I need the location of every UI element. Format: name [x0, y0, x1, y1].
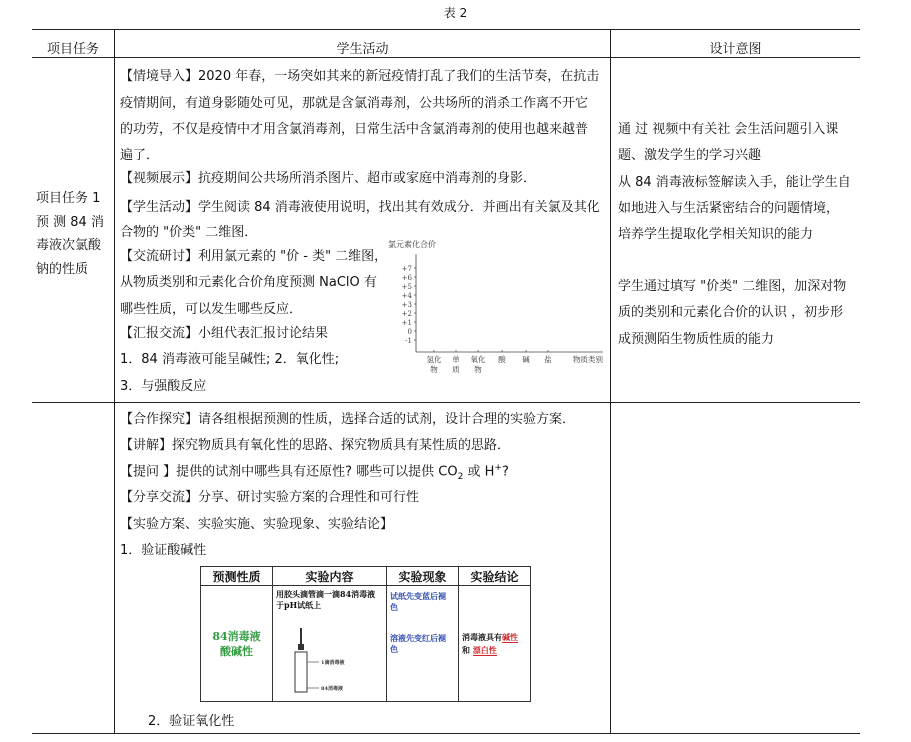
exp-conclusion [462, 631, 527, 657]
concl-and: 和 [462, 644, 470, 655]
activity-line: 遍了． [120, 148, 160, 163]
activity-line: 1．84 消毒液可能呈碱性; 2．氧化性; [120, 352, 340, 367]
question-tail: 或 H [463, 464, 495, 480]
activity-line: 【合作探究】请各组根据预测的性质，选择合适的试剂，设计合理的实验方案． [120, 412, 576, 427]
concl-part: 消毒液具有 [462, 631, 502, 642]
chart-xtick-label-cont: 物 [474, 365, 482, 374]
header-task: 项目任务 [46, 42, 99, 57]
chart-ytick-label: +2 [401, 310, 412, 318]
chart-ytick-label: +1 [401, 319, 412, 327]
intent-line: 培养学生提取化学相关知识的能力 [618, 227, 814, 242]
header-activity: 学生活动 [336, 42, 389, 57]
chart-xtick-label: 氧化 [470, 355, 486, 364]
activity-line: 【学生活动】学生阅读 84 消毒液使用说明，找出其有效成分．并画出有关氯及其化 [120, 200, 600, 215]
exp-header: 实验内容 [273, 567, 387, 586]
chart-xtick-label: 氢化 [426, 355, 442, 364]
chart-ytick-label: +6 [401, 274, 412, 282]
subscript: 2 [457, 471, 464, 482]
chart-ytick-label: +4 [401, 292, 412, 300]
valence-chart [388, 240, 610, 386]
table-top-border [32, 29, 860, 30]
superscript: + [494, 463, 502, 473]
task-line: 预 测 84 消 [36, 214, 104, 230]
question-end: ? [501, 464, 509, 480]
ph-paper-label: 1滴消毒液 [321, 660, 345, 666]
chart-xtick-label-cont: 物 [430, 365, 438, 374]
exp-phenomenon-cell [387, 586, 459, 702]
task-cell [36, 187, 116, 281]
chart-xtick-label-cont: 质 [452, 365, 460, 374]
task-line: 钠的性质 [36, 261, 89, 277]
exp-prediction-cell [201, 586, 273, 702]
exp-conclusion-cell [459, 586, 531, 702]
table-caption: 表 2 [443, 6, 468, 20]
column-divider-right [610, 29, 611, 734]
test-tube-icon [273, 626, 385, 696]
intent-line: 从 84 消毒液标签解读入手，能让学生自 [618, 175, 851, 190]
activity-line: 合物的 "价类" 二维图． [120, 225, 258, 240]
table-bottom-border [32, 733, 860, 734]
task-line: 毒液次氯酸 [36, 238, 102, 253]
intent-line: 学生通过填写 "价类" 二维图，加深对物 [618, 279, 847, 294]
exp-header: 预测性质 [201, 567, 273, 586]
exp-header: 实验现象 [387, 567, 459, 586]
row-divider [32, 402, 860, 403]
exp-content: 用胶头滴管滴一滴84消毒液于pH试纸上 [276, 589, 376, 610]
exp-phenomenon-1: 试纸先变蓝后褪色 [390, 591, 446, 612]
exp-header: 实验结论 [459, 567, 531, 586]
activity-line: 的功劳，不仅是疫情中才用含氯消毒剂，日常生活中含氯消毒剂的使用也越来越普 [120, 122, 589, 137]
chart-ytick-label: +3 [401, 301, 412, 309]
activity-line: 哪些性质，可以发生哪些反应． [120, 302, 303, 317]
exp-prediction: 84消毒液酸碱性 [212, 629, 261, 658]
chart-ytick-label: -1 [405, 337, 412, 345]
question-text: 【提问 】提供的试剂中哪些具有还原性? 哪些可以提供 CO [120, 464, 458, 480]
header-intent: 设计意图 [709, 42, 762, 57]
exp-content-cell [273, 586, 387, 702]
intent-line: 质的类别和元素化合价的认识 ，初步形 [618, 305, 844, 320]
activity-line: 疫情期间，有道身影随处可见，那就是含氯消毒剂，公共场所的消杀工作离不开它 [120, 96, 589, 111]
chart-ylabel: 氯元素化合价 [388, 240, 436, 249]
question-line [120, 464, 509, 482]
activity-line: 【分享交流】分享、研讨实验方案的合理性和可行性 [120, 490, 420, 505]
chart-xtick-label: 酸 [498, 355, 506, 364]
intent-line: 如地进入与生活紧密结合的问题情境， [618, 201, 840, 216]
activity-line: 【讲解】探究物质具有氧化性的思路、探究物质具有某性质的思路． [120, 438, 511, 453]
concl-bleach: 漂白性 [472, 644, 497, 655]
chart-xtick-label: 盐 [544, 355, 552, 364]
column-divider-left [114, 29, 115, 734]
activity-line: 3．与强酸反应 [120, 379, 207, 394]
activity-line: 【实验方案、实验实施、实验现象、实验结论】 [120, 517, 394, 532]
intent-line: 通 过 视频中有关社 会生活问题引入课 [618, 122, 839, 137]
activity-line: 【汇报交流】小组代表汇报讨论结果 [120, 326, 329, 341]
intent-line: 成预测陌生物质性质的能力 [618, 332, 775, 347]
activity-line: 【情境导入】2020 年春，一场突如其来的新冠疫情打乱了我们的生活节奏，在抗击 [120, 69, 600, 84]
activity-line: 从物质类别和元素化合价角度预测 NaClO 有 [120, 275, 377, 290]
chart-xtick-label: 单 [452, 355, 460, 364]
intent-line: 题、激发学生的学习兴趣 [618, 148, 762, 163]
tube-label: 84消毒液 [321, 686, 343, 692]
chart-xtick-label: 碱 [522, 355, 530, 364]
experiment-table [200, 566, 530, 702]
chart-ytick-label: +7 [401, 265, 412, 273]
chart-xtick-label: 物质类别 [573, 355, 603, 364]
activity-line: 2．验证氧化性 [148, 714, 235, 729]
activity-line: 【交流研讨】利用氯元素的 "价 - 类" 二维图， [120, 249, 388, 264]
chart-ytick-label: 0 [407, 328, 412, 336]
header-bottom-border [32, 57, 860, 58]
exp-phenomenon-2: 溶液先变红后褪色 [390, 633, 446, 654]
concl-basic: 碱性 [502, 631, 518, 642]
task-line: 项目任务 1 [36, 191, 101, 206]
activity-line: 【视频展示】抗疫期间公共场所消杀图片、超市或家庭中消毒剂的身影． [120, 171, 537, 186]
activity-line: 1．验证酸碱性 [120, 543, 207, 558]
chart-ytick-label: +5 [401, 283, 412, 291]
